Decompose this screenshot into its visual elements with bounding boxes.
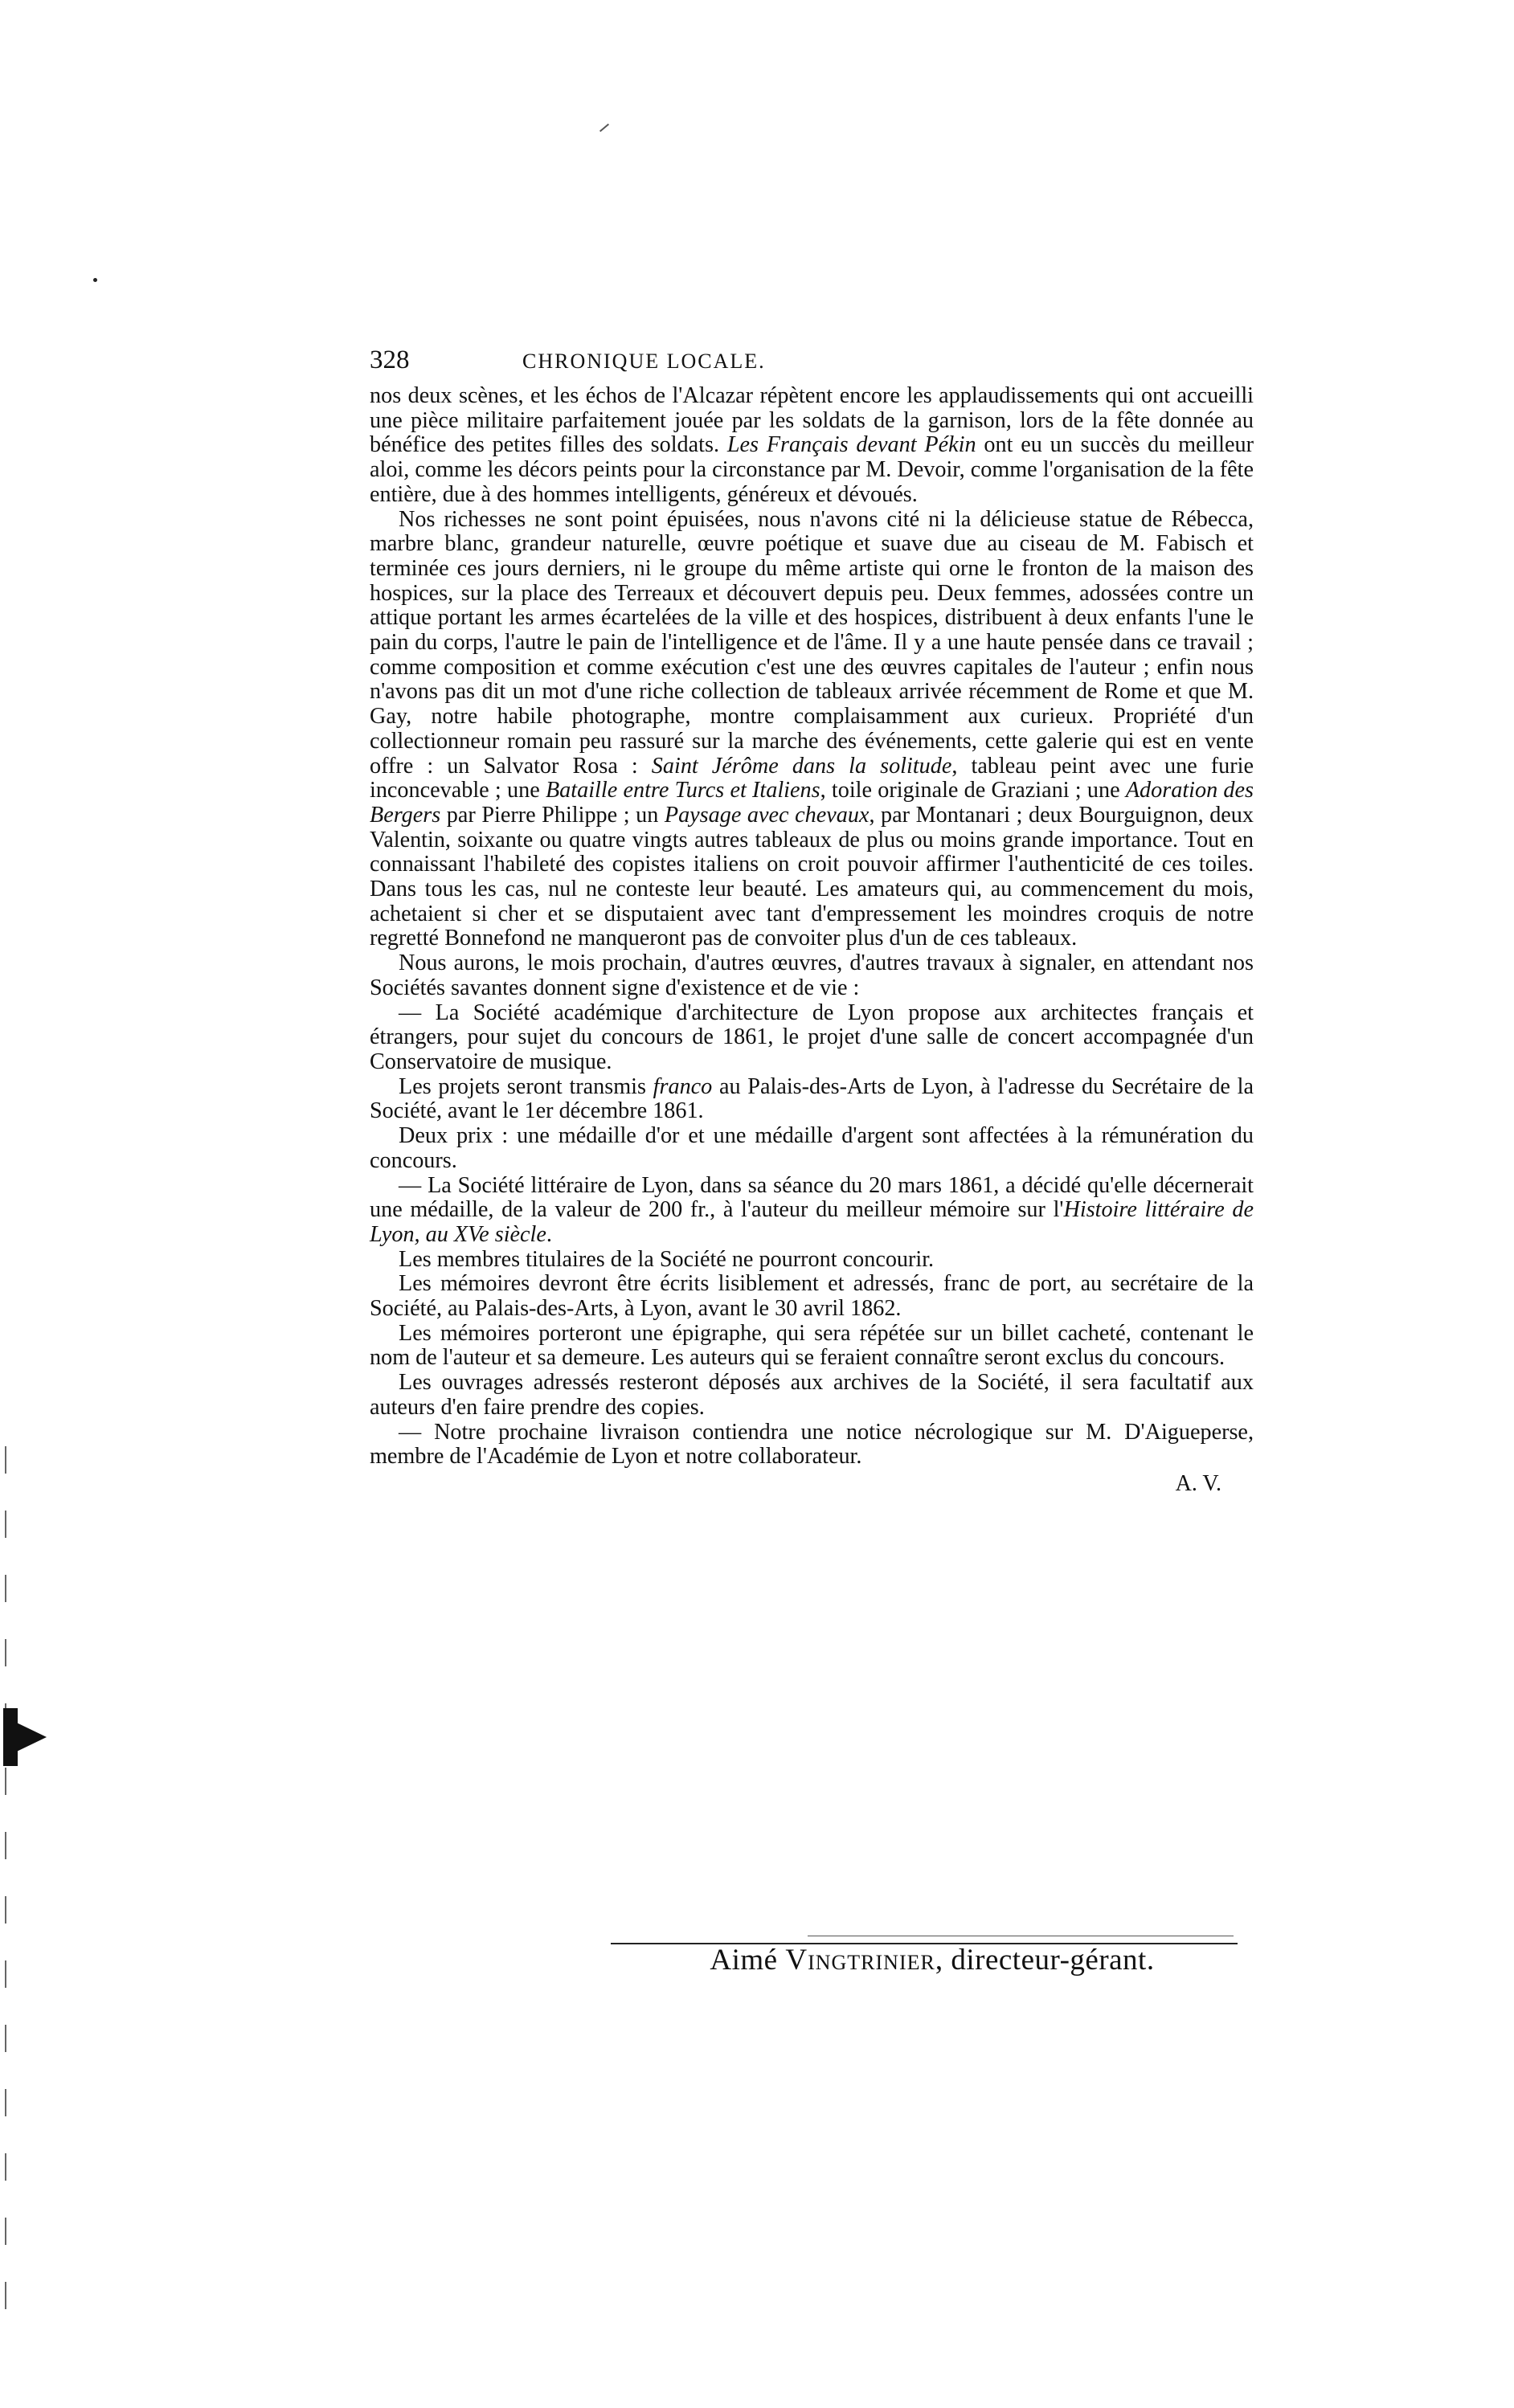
text-run: Les projets seront transmis bbox=[399, 1073, 653, 1099]
paragraph bbox=[370, 1075, 1254, 1124]
text-run: . bbox=[546, 1221, 552, 1247]
signature-last-name: Vingtrinier bbox=[785, 1944, 935, 1977]
paragraph bbox=[370, 508, 1254, 952]
article-body bbox=[370, 384, 1254, 1470]
text-run: au Palais-des-Arts de Lyon, à l'adresse du Secrétaire de la Société, avant le 1er décembre 1861. bbox=[370, 1073, 1254, 1124]
page-number: 328 bbox=[370, 345, 410, 374]
text-run: Nous aurons, le mois prochain, d'autres œuvres, d'autres travaux à signaler, en attendant nos Sociétés savantes donnent signe d'existence et de vie : bbox=[370, 951, 1254, 1000]
author-initials: A. V. bbox=[1175, 1470, 1221, 1496]
paragraph bbox=[370, 1371, 1254, 1420]
page-header bbox=[370, 345, 1254, 384]
paragraph bbox=[370, 384, 1254, 508]
text-run: Les mémoires devront être écrits lisiblement et adressés, franc de port, au secrétaire de la Société, au Palais-des-Arts, à Lyon, avant le 30 avril 1862. bbox=[370, 1271, 1254, 1322]
text-run: ont eu un succès du meilleur aloi, comme les décors peints pour la circonstance par M. Devoir, comme l'organisation de la fête entière, due à des hommes intelligents, généreux et dévoués. bbox=[370, 432, 1254, 507]
signature-role: , directeur-gérant. bbox=[935, 1944, 1155, 1977]
text-run: Les ouvrages adressés resteront déposés aux archives de la Société, il sera facultatif aux auteurs d'en faire prendre des copies. bbox=[370, 1370, 1254, 1420]
text-run: Les mémoires porteront une épigraphe, qui sera répétée sur un billet cacheté, contenant le nom de l'auteur et sa demeure. Les auteurs qui se feraient connaître seront exclus du concours. bbox=[370, 1320, 1254, 1371]
text-run: , toile originale de Graziani ; une bbox=[820, 778, 1126, 803]
signature-first-name: Aimé bbox=[710, 1944, 786, 1977]
paragraph bbox=[370, 1248, 1254, 1273]
text-column bbox=[370, 345, 1254, 1497]
page-tab-arrow-icon bbox=[3, 1716, 47, 1758]
paragraph bbox=[370, 1124, 1254, 1173]
text-run: — Notre prochaine livraison contiendra une notice nécrologique sur M. D'Aigueperse, membre de l'Académie de Lyon et notre collaborateur. bbox=[370, 1419, 1254, 1470]
text-run: , tableau peint avec une furie inconcevable ; une bbox=[370, 753, 1254, 803]
paragraph bbox=[370, 1001, 1254, 1075]
text-run: , par Montanari ; deux Bourguignon, deux Valentin, soixante ou quatre vingts autres tableaux de plus ou moins grande importance. Tout en connaissant l'habileté des copistes italiens on croit pouvoir affirmer l'authenticité de ces toiles. Dans tous les cas, nul ne conteste leur beauté. Les amateurs qui, au commencement du mois, achetaient si cher et se disputaient avec tant d'empressement les moindres croquis de notre regretté Bonnefond ne manqueront pas de convoiter plus d'un de ces tableaux. bbox=[370, 802, 1254, 951]
publisher-signature bbox=[667, 1936, 1197, 1985]
binding-edge-marks bbox=[5, 1446, 7, 2370]
text-run: Les membres titulaires de la Société ne pourront concourir. bbox=[399, 1246, 935, 1272]
italic-title: Bataille entre Turcs et Italiens bbox=[545, 778, 820, 803]
italic-title: Saint Jérôme dans la solitude bbox=[651, 753, 952, 779]
italic-title: Les Français devant Pékin bbox=[726, 432, 976, 458]
paragraph bbox=[370, 951, 1254, 1000]
text-run: — La Société littéraire de Lyon, dans sa séance du 20 mars 1861, a décidé qu'elle décernerait une médaille, de la valeur de 200 fr., à l'auteur du meilleur mémoire sur l' bbox=[370, 1172, 1254, 1223]
paragraph bbox=[370, 1421, 1254, 1470]
stray-dot bbox=[93, 278, 97, 282]
italic-title: Histoire littéraire de Lyon, au XVe siècle bbox=[370, 1197, 1254, 1247]
stray-mark bbox=[599, 124, 609, 133]
text-run: par Pierre Philippe ; un bbox=[440, 802, 665, 828]
italic-title: franco bbox=[653, 1073, 713, 1099]
text-run: — La Société académique d'architecture de Lyon propose aux architectes français et étrangers, pour sujet du concours de 1861, le projet d'une salle de concert accompagnée d'un Conservatoire de musique. bbox=[370, 1000, 1254, 1074]
text-run: Deux prix : une médaille d'or et une médaille d'argent sont affectées à la rémunération du concours. bbox=[370, 1123, 1254, 1173]
text-run: nos deux scènes, et les échos de l'Alcazar répètent encore les applaudissements qui ont accueilli une pièce militaire parfaitement jouée par les soldats de la garnison, lors de la fête donnée au bénéfice des petites filles des soldats. bbox=[370, 383, 1254, 458]
paragraph bbox=[370, 1272, 1254, 1321]
paragraph bbox=[370, 1174, 1254, 1248]
italic-title: Paysage avec chevaux bbox=[664, 802, 870, 828]
text-run: Nos richesses ne sont point épuisées, nous n'avons cité ni la délicieuse statue de Rébecca, marbre blanc, grandeur naturelle, œuvre poétique et suave due au ciseau de M. Fabisch et terminée ces jours derniers, ni le groupe du même artiste qui orne le fronton de la maison des hospices, sur la place des Terreaux et découvert depuis peu. Deux femmes, adossées contre un attique portant les armes écartelées de la ville et des hospices, distribuent à deux enfants l'une le pain du corps, l'autre le pain de l'intelligence et de l'âme. Il y a une haute pensée dans ce travail ; comme composition et comme exécution c'est une des œuvres capitales de l'auteur ; enfin nous n'avons pas dit un mot d'une riche collection de tableaux arrivée récemment de Rome et que M. Gay, notre habile photographe, montre complaisamment aux curieux. Propriété d'un collectionneur romain peu rassuré sur la marche des événements, cette galerie qui est en vente offre : un Salvator Rosa : bbox=[370, 506, 1254, 779]
italic-title: Adoration des Bergers bbox=[370, 778, 1254, 828]
running-title: CHRONIQUE LOCALE. bbox=[522, 350, 766, 373]
paragraph bbox=[370, 1322, 1254, 1371]
